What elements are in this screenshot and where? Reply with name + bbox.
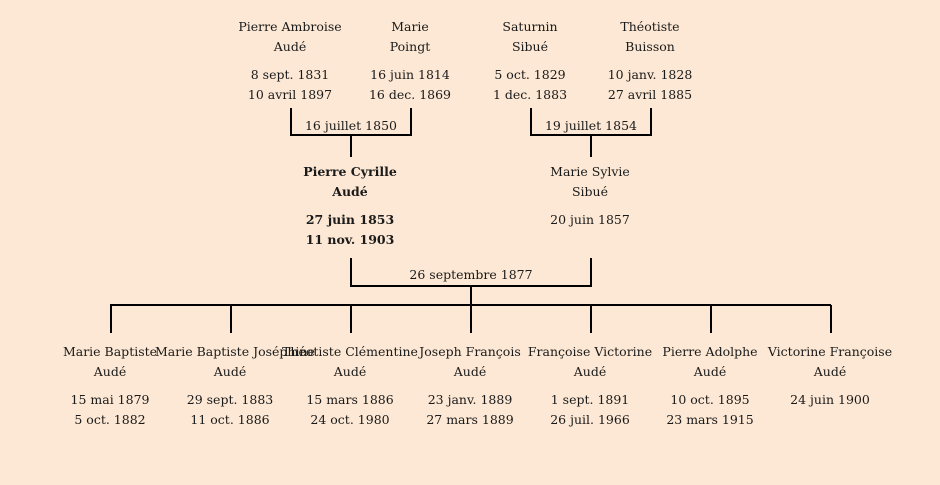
person-birth-date: 1 sept. 1891	[550, 392, 630, 407]
person-birth-date: 8 sept. 1831	[250, 67, 330, 82]
person-first-name: Françoise Victorine	[527, 344, 653, 359]
person-last-name: Buisson	[625, 39, 675, 54]
person-first-name: Théotiste	[620, 19, 680, 34]
person-card	[575, 17, 725, 105]
person-death-date: 27 avril 1885	[607, 87, 693, 102]
person-birth-date: 24 juin 1900	[790, 392, 870, 407]
person-card	[515, 162, 665, 230]
person-last-name: Audé	[332, 184, 368, 199]
person-last-name: Audé	[333, 364, 367, 379]
person-death-date: 27 mars 1889	[426, 412, 514, 427]
person-last-name: Poingt	[389, 39, 431, 54]
person-death-date: 5 oct. 1882	[74, 412, 146, 427]
marriage-date: 19 juillet 1854	[544, 118, 637, 133]
person-first-name: Saturnin	[502, 19, 558, 34]
person-first-name: Joseph François	[419, 344, 521, 359]
person-card	[755, 342, 905, 410]
person-first-name: Pierre Adolphe	[662, 344, 758, 359]
marriage-date: 26 septembre 1877	[409, 267, 533, 282]
person-last-name: Audé	[93, 364, 127, 379]
person-first-name: Marie Sylvie	[550, 164, 630, 179]
person-birth-date: 29 sept. 1883	[186, 392, 274, 407]
person-first-name: Pierre Ambroise	[238, 19, 342, 34]
person-death-date: 10 avril 1897	[247, 87, 333, 102]
person-birth-date: 10 janv. 1828	[607, 67, 693, 82]
person-last-name: Audé	[273, 39, 307, 54]
person-first-name: Marie Baptiste Joséphine	[155, 344, 315, 359]
person-birth-date: 27 juin 1853	[305, 212, 395, 227]
person-birth-date: 23 janv. 1889	[427, 392, 513, 407]
person-last-name: Sibué	[571, 184, 608, 199]
person-last-name: Audé	[573, 364, 607, 379]
person-first-name: Marie	[391, 19, 429, 34]
person-death-date: 23 mars 1915	[666, 412, 754, 427]
person-death-date: 11 oct. 1886	[190, 412, 270, 427]
person-death-date: 1 dec. 1883	[492, 87, 568, 102]
person-death-date: 16 dec. 1869	[368, 87, 452, 102]
person-last-name: Audé	[813, 364, 847, 379]
person-birth-date: 16 juin 1814	[370, 67, 450, 82]
person-last-name: Sibué	[511, 39, 548, 54]
person-last-name: Audé	[213, 364, 247, 379]
person-first-name: Pierre Cyrille	[303, 164, 397, 179]
person-birth-date: 15 mars 1886	[306, 392, 394, 407]
marriage-date: 16 juillet 1850	[304, 118, 397, 133]
person-last-name: Audé	[453, 364, 487, 379]
person-death-date: 24 oct. 1980	[310, 412, 390, 427]
person-first-name: Théotiste Clémentine	[282, 344, 418, 359]
person-birth-date: 15 mai 1879	[70, 392, 150, 407]
person-birth-date: 5 oct. 1829	[494, 67, 566, 82]
person-card-root	[275, 162, 425, 250]
person-death-date: 11 nov. 1903	[305, 232, 395, 247]
person-birth-date: 10 oct. 1895	[670, 392, 750, 407]
person-death-date: 26 juil. 1966	[550, 412, 630, 427]
person-first-name: Victorine Françoise	[767, 344, 893, 359]
person-last-name: Audé	[693, 364, 727, 379]
person-first-name: Marie Baptiste	[62, 344, 158, 359]
person-birth-date: 20 juin 1857	[550, 212, 630, 227]
